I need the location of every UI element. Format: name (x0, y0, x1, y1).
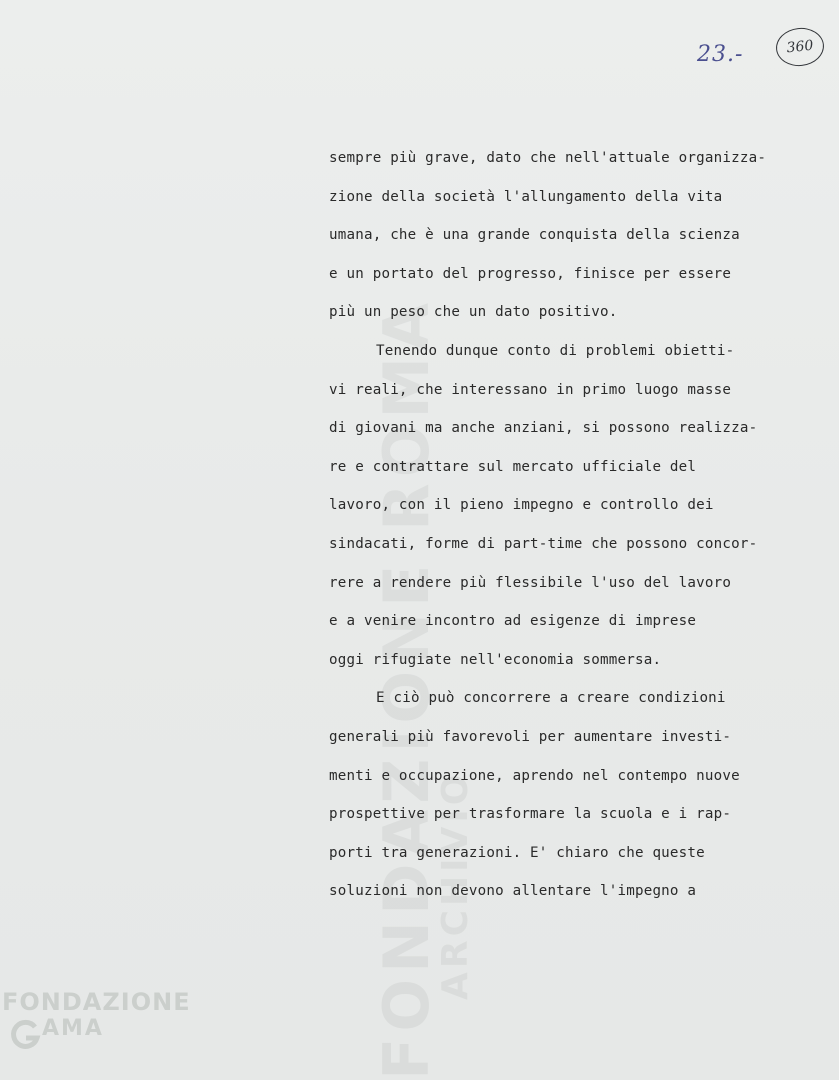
text-line: sindacati, forme di part-time che possono concor- (329, 535, 758, 552)
text-line: e a venire incontro ad esigenze di imprese (329, 613, 697, 630)
text-line: umana, che è una grande conquista della scienza (329, 227, 740, 244)
logo-text-line-1: FONDAZIONE (2, 988, 191, 1016)
foundation-logo (2, 988, 191, 1041)
circled-page-stamp: 360 (774, 26, 826, 69)
text-line: soluzioni non devono allentare l'impegno a (329, 883, 697, 900)
text-line: vi reali, che interessano in primo luogo masse (329, 381, 732, 398)
handwritten-page-number: 23.- (697, 42, 744, 67)
text-line: sempre più grave, dato che nell'attuale organizza- (329, 150, 767, 166)
watermark-line-1: FONDAZIONE ROMA (370, 296, 443, 1080)
text-line: lavoro, con il pieno impegno e controllo dei (329, 497, 714, 514)
paragraph-start-line: E ciò può concorrere a creare condizioni (376, 690, 726, 707)
text-line: oggi rifugiate nell'economia sommersa. (329, 651, 662, 668)
text-line: di giovani ma anche anziani, si possono realizza- (329, 420, 758, 437)
watermark-line-2: ARCHIVIO (435, 770, 476, 1000)
typed-text-body (329, 145, 819, 917)
text-line: rere a rendere più flessibile l'uso del lavoro (329, 574, 732, 591)
text-line: prospettive per trasformare la scuola e i rap- (329, 806, 732, 823)
text-line: re e contrattare sul mercato ufficiale del (329, 458, 697, 475)
paragraph-start-line: Tenendo dunque conto di problemi obietti- (376, 342, 735, 359)
text-line: zione della società l'allungamento della vita (329, 188, 723, 205)
text-line: generali più favorevoli per aumentare investi- (329, 728, 732, 745)
text-line: menti e occupazione, aprendo nel contempo nuove (329, 767, 740, 784)
logo-text-line-2: AMA (42, 1016, 104, 1041)
text-line: porti tra generazioni. E' chiaro che queste (329, 844, 705, 861)
logo-mark-icon (8, 1018, 42, 1052)
text-line: più un peso che un dato positivo. (329, 304, 618, 321)
text-line: e un portato del progresso, finisce per essere (329, 265, 732, 282)
